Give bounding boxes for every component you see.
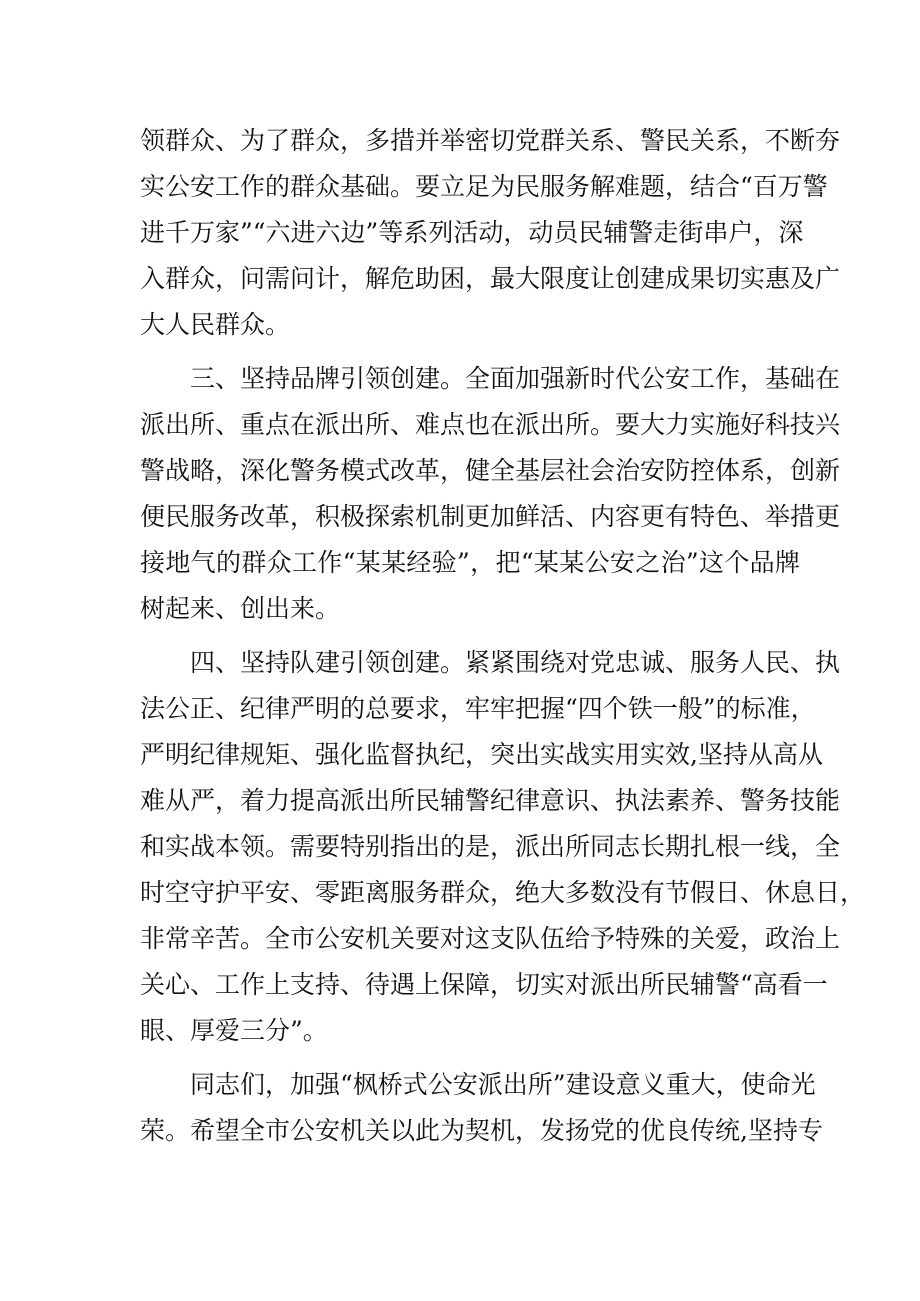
paragraph-1-line-4: 入群众，问需问计，解危助困，最大限度让创建成果切实惠及广 [140, 264, 841, 293]
paragraph-3-line-5: 和实战本领。需要特别指出的是，派出所同志长期扎根一线，全 [140, 832, 841, 861]
paragraph-4-line-2: 荣。希望全市公安机关以此为契机，发扬党的优良传统,坚持专 [140, 1116, 823, 1145]
paragraph-3-line-4: 难从严，着力提高派出所民辅警纪律意识、执法素养、警务技能 [140, 786, 841, 815]
paragraph-3-line-6: 时空守护平安、零距离服务群众，绝大多数没有节假日、休息日， [140, 878, 866, 907]
paragraph-4-line-1: 同志们，加强“枫桥式公安派出所”建设意义重大，使命光 [190, 1070, 816, 1099]
paragraph-1-line-3: 进千万家”“六进六边”等系列活动，动员民辅警走街串户，深 [140, 218, 804, 247]
paragraph-2-line-2: 派出所、重点在派出所、难点也在派出所。要大力实施好科技兴 [140, 410, 841, 439]
paragraph-1-line-1: 领群众、为了群众，多措并举密切党群关系、警民关系，不断夯 [140, 126, 841, 155]
paragraph-1-line-5: 大人民群众。 [140, 310, 291, 339]
paragraph-2-line-4: 便民服务改革，积极探索机制更加鲜活、内容更有特色、举措更 [140, 502, 841, 531]
paragraph-1-line-2: 实公安工作的群众基础。要立足为民服务解难题，结合“百万警 [140, 172, 828, 201]
paragraph-3-line-2: 法公正、纪律严明的总要求，牢牢把握“四个铁一般”的标准， [140, 694, 816, 723]
paragraph-3-line-8: 关心、工作上支持、待遇上保障，切实对派出所民辅警“高看一 [140, 970, 828, 999]
paragraph-3-line-7: 非常辛苦。全市公安机关要对这支队伍给予特殊的关爱，政治上 [140, 924, 841, 953]
paragraph-2-line-1: 三、坚持品牌引领创建。全面加强新时代公安工作，基础在 [190, 364, 841, 393]
paragraph-2-line-3: 警战略，深化警务模式改革，健全基层社会治安防控体系，创新 [140, 456, 841, 485]
paragraph-2-line-6: 树起来、创出来。 [140, 594, 341, 623]
paragraph-3-line-3: 严明纪律规矩、强化监督执纪，突出实战实用实效,坚持从高从 [140, 740, 823, 769]
paragraph-2-line-5: 接地气的群众工作“某某经验”，把“某某公安之治”这个品牌 [140, 548, 800, 577]
paragraph-3-line-1: 四、坚持队建引领创建。紧紧围绕对党忠诚、服务人民、执 [190, 648, 841, 677]
paragraph-3-line-9: 眼、厚爱三分”。 [140, 1016, 328, 1045]
